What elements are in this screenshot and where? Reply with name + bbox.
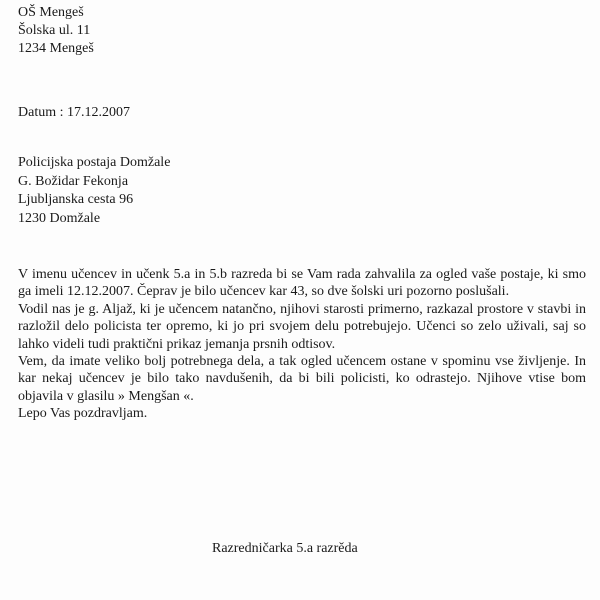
recipient-person: G. Božidar Fekonja (18, 173, 129, 189)
body-paragraph-3: Vem, da imate veliko bolj potrebnega dela, a tak ogled učencem ostane v spominu vse življenje. In kar nekaj učencev je bilo tako navdušenih, da bi bili policisti, ko odrastejo. Njihove vtise bom objavila v glasilu » Mengšan «. (18, 354, 586, 404)
body-paragraph-1: V imenu učencev in učenk 5.a in 5.b razreda bi se Vam rada zahvalila za ogled vaše postaje, ki smo ga imeli 12.12.2007. Čeprav je bilo učencev kar 43, so dve šolski uri pozorno poslušali. (18, 267, 586, 300)
recipient-postal: 1230 Domžale (18, 210, 101, 226)
body-closing: Lepo Vas pozdravljam. (18, 406, 148, 422)
letter-date: Datum : 17.12.2007 (18, 105, 130, 120)
recipient-street: Ljubljanska cesta 96 (18, 192, 134, 207)
letter-body (18, 266, 586, 423)
recipient-institution: Policijska postaja Domžale (18, 155, 171, 170)
signature-line: Razredničarka 5.a razrěda (212, 541, 358, 556)
sender-address (18, 4, 94, 58)
recipient-address (18, 154, 170, 228)
sender-postal: 1234 Mengeš (18, 41, 94, 56)
sender-street: Šolska ul. 11 (18, 23, 91, 38)
sender-school: OŠ Mengeš (18, 5, 84, 20)
body-paragraph-2: Vodil nas je g. Aljaž, ki je učencem natančno, njihovi starosti primerno, razkazal prostore v stavbi in razložil delo policista ter opremo, ki jo pri svojem delu potrebujejo. Učenci so zelo uživali, saj so lahko videli tudi praktični prikaz jemanja prsnih odtisov. (18, 301, 586, 352)
